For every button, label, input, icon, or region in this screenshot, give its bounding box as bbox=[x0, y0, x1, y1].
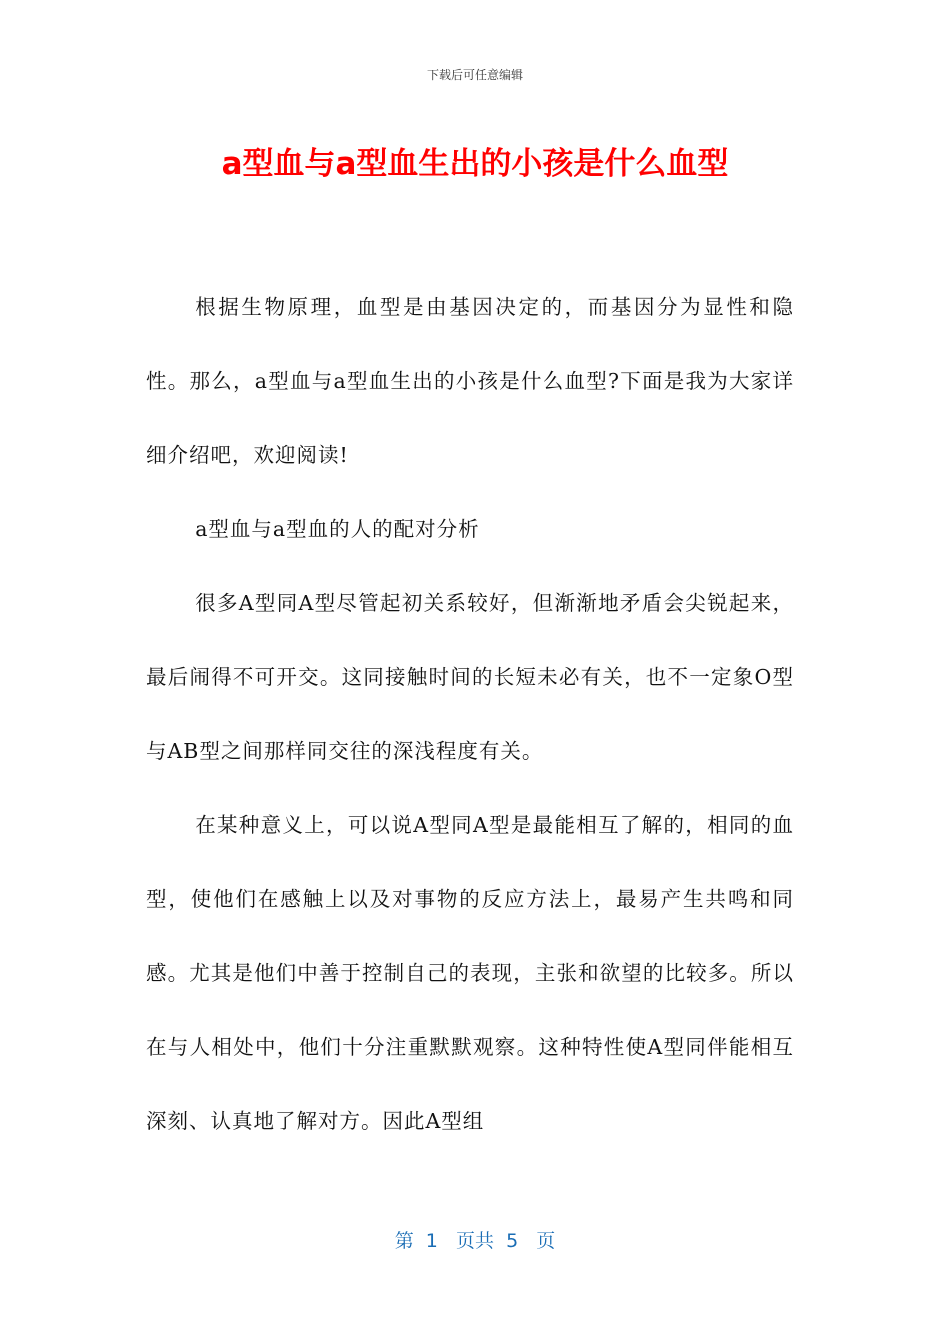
paragraph-understanding: 在某种意义上，可以说A型同A型是最能相互了解的，相同的血型，使他们在感触上以及对事物的反应方法上，最易产生共鸣和同感。尤其是他们中善于控制自己的表现，主张和欲望的比较多。所以在与人相处中，他们十分注重默默观察。这种特性使A型同伴能相互深刻、认真地了解对方。因此A型组 bbox=[146, 813, 794, 1133]
paragraph-subheading: a型血与a型血的人的配对分析 bbox=[195, 517, 480, 541]
document-body bbox=[146, 270, 794, 1158]
paragraph-intro: 根据生物原理，血型是由基因决定的，而基因分为显性和隐性。那么，a型血与a型血生出的小孩是什么血型?下面是我为大家详细介绍吧，欢迎阅读! bbox=[146, 295, 794, 467]
page-number-footer: 第 1 页共 5 页 bbox=[394, 1230, 556, 1252]
header-note: 下载后可任意编辑 bbox=[426, 68, 523, 82]
document-title: a型血与a型血生出的小孩是什么血型 bbox=[221, 146, 729, 182]
paragraph-conflict: 很多A型同A型尽管起初关系较好，但渐渐地矛盾会尖锐起来，最后闹得不可开交。这同接触时间的长短未必有关，也不一定象O型与AB型之间那样同交往的深浅程度有关。 bbox=[146, 591, 794, 763]
